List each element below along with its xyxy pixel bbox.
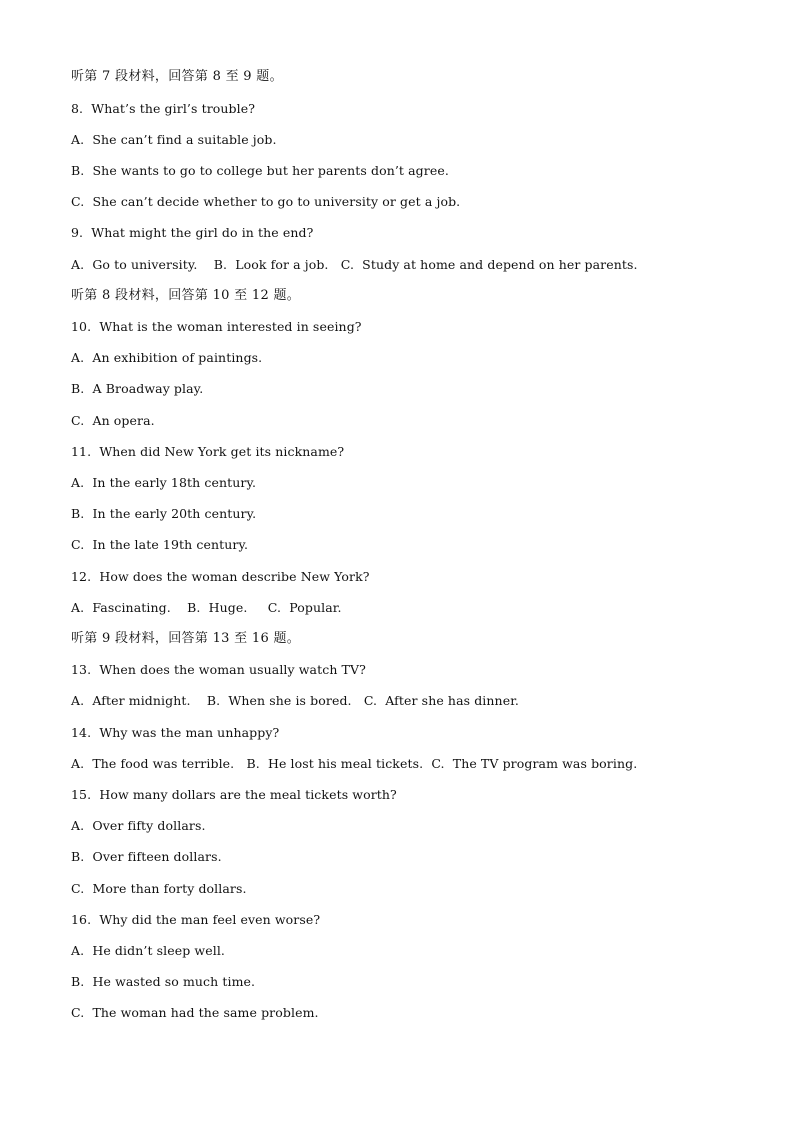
option-8c: C. She can’t decide whether to go to university or get a job. bbox=[71, 194, 461, 209]
option-16c: C. The woman had the same problem. bbox=[71, 1005, 319, 1020]
option-8b: B. She wants to go to college but her parents don’t agree. bbox=[71, 163, 449, 178]
question-12: 12. How does the woman describe New York? bbox=[71, 569, 370, 584]
option-8a: A. She can’t find a suitable job. bbox=[71, 132, 277, 147]
question-9: 9. What might the girl do in the end? bbox=[71, 225, 314, 240]
question-11: 11. When did New York get its nickname? bbox=[71, 444, 345, 459]
option-11c: C. In the late 19th century. bbox=[71, 537, 249, 552]
options-12: A. Fascinating. B. Huge. C. Popular. bbox=[71, 600, 342, 615]
option-10b: B. A Broadway play. bbox=[71, 381, 204, 396]
option-11a: A. In the early 18th century. bbox=[71, 475, 257, 490]
options-13: A. After midnight. B. When she is bored. C. After she has dinner. bbox=[71, 693, 519, 708]
section-header-7: 听第 7 段材料，回答第 8 至 9 题。 bbox=[71, 69, 283, 84]
option-16a: A. He didn’t sleep well. bbox=[71, 943, 225, 958]
option-10a: A. An exhibition of paintings. bbox=[71, 350, 263, 365]
question-8: 8. What’s the girl’s trouble? bbox=[71, 101, 256, 116]
question-13: 13. When does the woman usually watch TV? bbox=[71, 662, 366, 677]
question-10: 10. What is the woman interested in seeing? bbox=[71, 319, 362, 334]
option-10c: C. An opera. bbox=[71, 413, 155, 428]
option-16b: B. He wasted so much time. bbox=[71, 974, 256, 989]
option-15c: C. More than forty dollars. bbox=[71, 881, 247, 896]
section-header-8: 听第 8 段材料，回答第 10 至 12 题。 bbox=[71, 288, 301, 303]
option-11b: B. In the early 20th century. bbox=[71, 506, 257, 521]
options-9: A. Go to university. B. Look for a job. C. Study at home and depend on her parents. bbox=[71, 257, 638, 272]
question-14: 14. Why was the man unhappy? bbox=[71, 725, 280, 740]
options-14: A. The food was terrible. B. He lost his meal tickets. C. The TV program was boring. bbox=[71, 756, 638, 771]
question-15: 15. How many dollars are the meal tickets worth? bbox=[71, 787, 397, 802]
option-15a: A. Over fifty dollars. bbox=[71, 818, 206, 833]
question-16: 16. Why did the man feel even worse? bbox=[71, 912, 321, 927]
section-header-9: 听第 9 段材料，回答第 13 至 16 题。 bbox=[71, 631, 301, 646]
option-15b: B. Over fifteen dollars. bbox=[71, 849, 222, 864]
